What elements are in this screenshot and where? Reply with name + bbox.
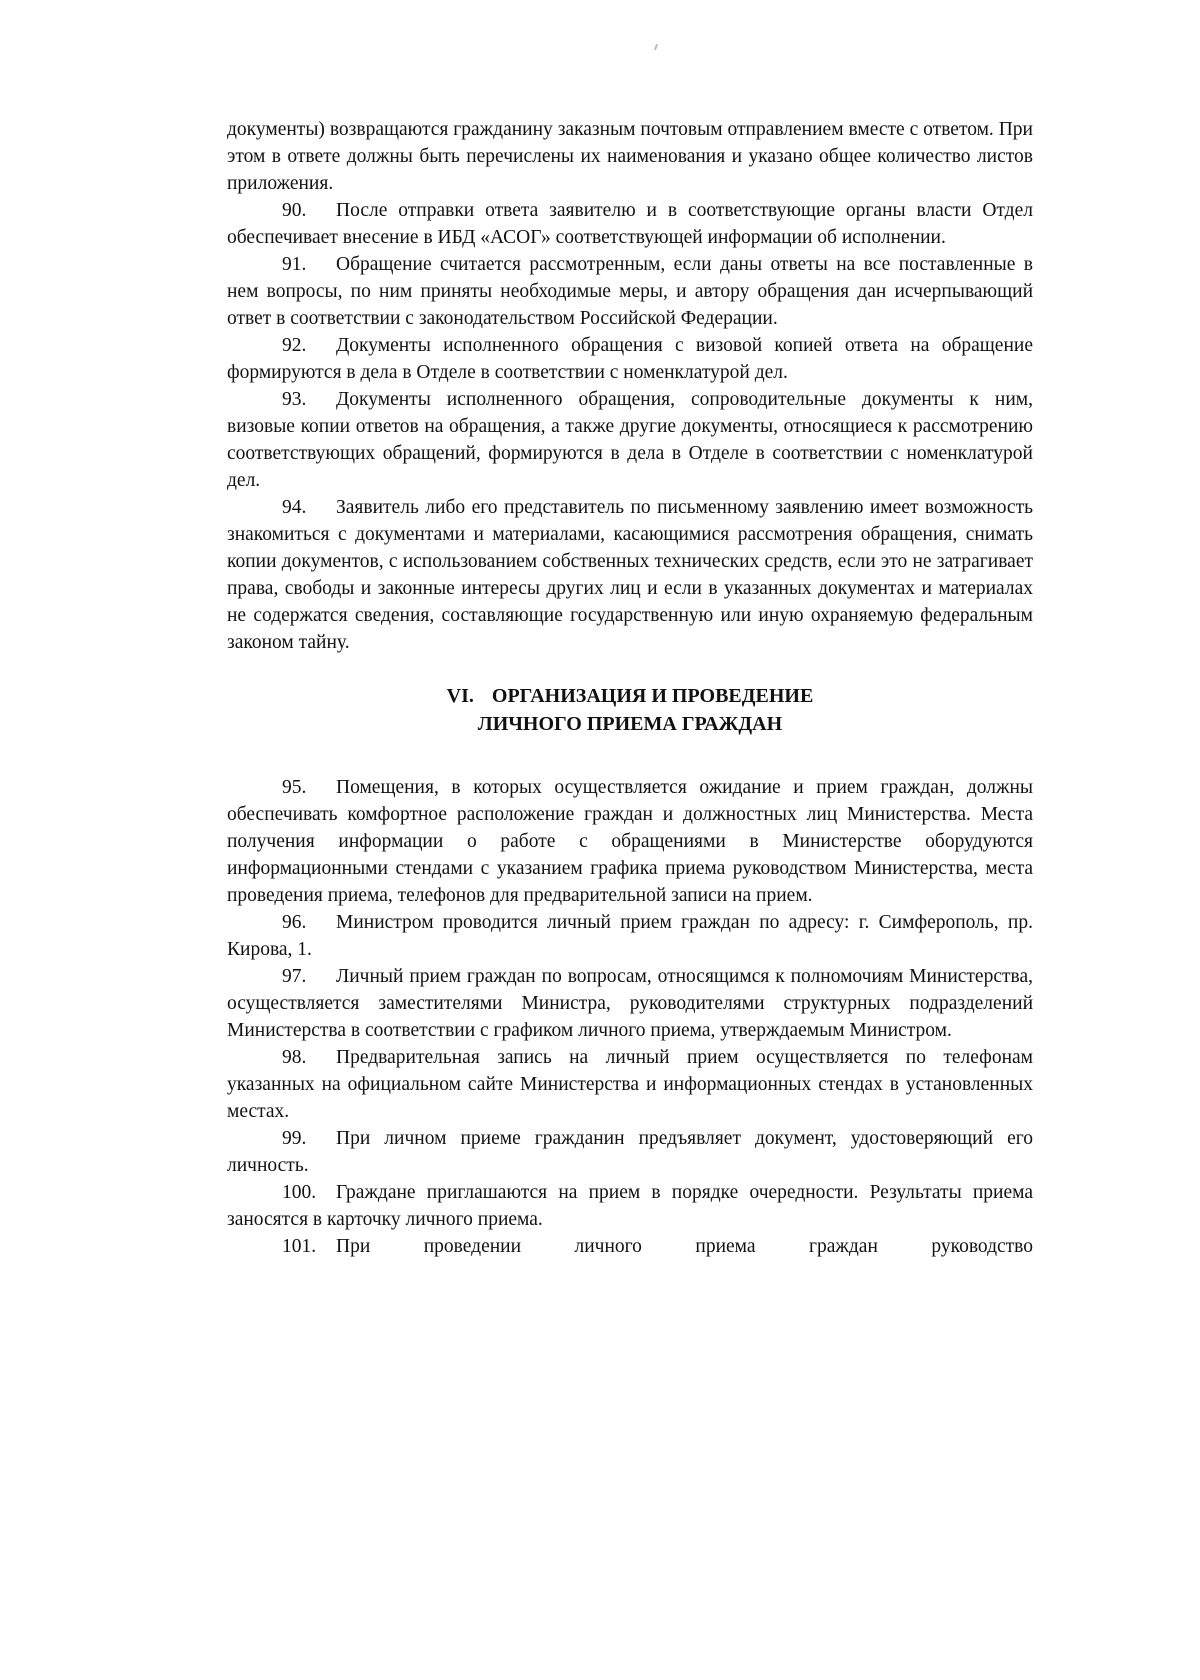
paragraph-item-93 (227, 386, 1033, 494)
item-text: Личный прием граждан по вопросам, относящимся к полномочиям Министерства, осуществляется заместителями Министра, руководителями структурных подразделений Министерства в соответствии с графиком личного приема, утверждаемым Министром. (227, 966, 1033, 1041)
item-text: При проведении личного приема граждан руководство (336, 1236, 1033, 1257)
item-number: 90. (282, 200, 307, 221)
item-number: 101. (282, 1236, 317, 1257)
paragraph-item-97 (227, 963, 1033, 1044)
item-text: После отправки ответа заявителю и в соответствующие органы власти Отдел обеспечивает внесение в ИБД «АСОГ» соответствующей информации об исполнении. (227, 200, 1033, 248)
paragraph-item-96 (227, 909, 1033, 963)
paragraph-item-98 (227, 1044, 1033, 1125)
item-text: Помещения, в которых осуществляется ожидание и прием граждан, должны обеспечивать комфортное расположение граждан и должностных лиц Министерства. Места получения информации о работе с обращениями в Министерстве оборудуются информационными стендами с указанием графика приема руководством Министерства, места проведения приема, телефонов для предварительной записи на прием. (227, 777, 1033, 906)
paragraph-item-90 (227, 197, 1033, 251)
item-text: Документы исполненного обращения, сопроводительные документы к ним, визовые копии ответов на обращения, а также другие документы, относящиеся к рассмотрению соответствующих обращений, формируются в дела в Отделе в соответствии с номенклатурой дел. (227, 389, 1033, 491)
item-number: 94. (282, 497, 307, 518)
paragraph-item-100 (227, 1179, 1033, 1233)
section-number: VI. (446, 685, 474, 707)
item-number: 100. (282, 1182, 317, 1203)
item-number: 93. (282, 389, 307, 410)
item-number: 91. (282, 254, 307, 275)
item-number: 92. (282, 335, 307, 356)
paragraph-item-95 (227, 774, 1033, 909)
paragraph-item-91 (227, 251, 1033, 332)
item-text: Граждане приглашаются на прием в порядке очередности. Результаты приема заносятся в карточку личного приема. (227, 1182, 1033, 1230)
paragraph-item-99 (227, 1125, 1033, 1179)
document-body (227, 116, 1033, 1260)
item-number: 97. (282, 966, 307, 987)
item-text: Документы исполненного обращения с визовой копией ответа на обращение формируются в дела в Отделе в соответствии с номенклатурой дел. (227, 335, 1033, 383)
paragraph-item-101 (227, 1233, 1033, 1260)
item-number: 96. (282, 912, 307, 933)
item-text: Предварительная запись на личный прием осуществляется по телефонам указанных на официальном сайте Министерства и информационных стендах в установленных местах. (227, 1047, 1033, 1122)
paragraph-item-94 (227, 494, 1033, 656)
section-heading (227, 682, 1033, 738)
item-number: 98. (282, 1047, 307, 1068)
paragraph-continuation: документы) возвращаются гражданину заказным почтовым отправлением вместе с ответом. При этом в ответе должны быть перечислены их наименования и указано общее количество листов приложения. (227, 119, 1033, 194)
section-title-line-2: ЛИЧНОГО ПРИЕМА ГРАЖДАН (477, 713, 783, 735)
item-text: Обращение считается рассмотренным, если даны ответы на все поставленные в нем вопросы, по ним приняты необходимые меры, и автору обращения дан исчерпывающий ответ в соответствии с законодательством Российской Федерации. (227, 254, 1033, 329)
paragraph-item-92 (227, 332, 1033, 386)
item-number: 95. (282, 777, 307, 798)
item-text: При личном приеме гражданин предъявляет документ, удостоверяющий его личность. (227, 1128, 1033, 1176)
item-text: Заявитель либо его представитель по письменному заявлению имеет возможность знакомиться с документами и материалами, касающимися рассмотрения обращения, снимать копии документов, с использованием собственных технических средств, если это не затрагивает права, свободы и законные интересы других лиц и если в указанных документах и материалах не содержатся сведения, составляющие государственную или иную охраняемую федеральным законом тайну. (227, 497, 1033, 653)
scan-speck (654, 44, 658, 50)
item-number: 99. (282, 1128, 307, 1149)
section-title-line-1: ОРГАНИЗАЦИЯ И ПРОВЕДЕНИЕ (491, 685, 814, 707)
item-text: Министром проводится личный прием граждан по адресу: г. Симферополь, пр. Кирова, 1. (227, 912, 1033, 960)
section-heading-line-1 (227, 682, 1033, 710)
